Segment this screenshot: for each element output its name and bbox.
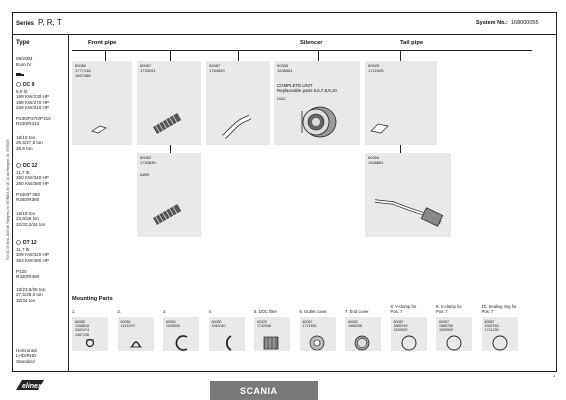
v-clamp-icon <box>391 323 427 358</box>
part-code: 60080 1421579 <box>120 320 135 329</box>
truck-icon <box>16 72 24 77</box>
dc9-specs: 8,9 ltr. 169 KW/230 HP 198 KW/270 HP 228 KW/310 HP <box>16 89 49 110</box>
mounting-label: 8. V-clamp for Pos. 7 <box>390 304 417 314</box>
sealing-ring-icon <box>482 323 518 358</box>
part-front-pipe-2[interactable] <box>137 61 201 145</box>
dt12-weights: 18/23,8/26 ton 27,5/28,5 ton 32/34 ton <box>16 287 46 303</box>
connector-drop <box>170 50 171 61</box>
part-code: 60080 1541040 <box>211 320 226 329</box>
clamp-ring-icon <box>72 323 108 358</box>
connector-drop <box>238 50 239 61</box>
sidebar-date: 09/2004 <box>16 56 33 61</box>
part-code: 60081 1545030 <box>166 320 180 329</box>
mounting-part-item[interactable] <box>72 317 108 351</box>
part-code: 60320 1742546 <box>257 320 271 329</box>
part-code: 60087 1721634 <box>302 320 317 329</box>
mounting-part-item[interactable] <box>163 317 199 351</box>
series-value: P, R, T <box>38 18 62 27</box>
dc12-models: P340/P 380 R340/R380 <box>16 192 40 203</box>
mounting-part-item[interactable] <box>254 317 290 351</box>
mounting-part-item[interactable] <box>436 317 472 351</box>
sidebar-euro: Euro IV <box>16 62 32 67</box>
v-clamp-icon <box>436 323 472 358</box>
engine-icon <box>16 240 21 245</box>
mounting-part-item[interactable] <box>482 317 518 351</box>
frame-bottom <box>12 371 557 372</box>
silencer-heading: Silencer <box>300 40 323 46</box>
outlet-cover-icon <box>300 323 336 358</box>
part-code: 60629 1722405 <box>368 63 384 73</box>
header-divider <box>12 34 557 35</box>
series-label: Series <box>16 21 35 27</box>
dc12-weights: 18/19 ton 23,8/26 ton 32/33,2/34 ton <box>16 211 46 227</box>
mounting-label: 4. <box>208 309 212 314</box>
frame-right <box>556 12 557 372</box>
part-code: 60087 1733291 <box>140 63 156 73</box>
dt12-models: P420 R420/R480 <box>16 269 40 280</box>
dc12-specs: 11,7 ltr. 250 KW/340 HP 280 KW/380 HP <box>16 170 49 186</box>
mounting-part-item[interactable] <box>300 317 336 351</box>
mounting-title: Mounting Parts <box>72 296 113 302</box>
part-front-pipe-3[interactable] <box>206 61 270 145</box>
silencer-sub: DOC <box>277 96 286 101</box>
bracket-icon <box>118 323 154 358</box>
page-number: 1 <box>553 373 556 378</box>
sidebar-footer: Horizontal LHD/RHD Standard <box>16 348 37 364</box>
awd-note: AWD <box>140 172 150 177</box>
connector-line <box>72 50 532 51</box>
dt12-specs: 11,7 ltr. 309 KW/420 HP 353 KW/480 HP <box>16 247 49 263</box>
mounting-label: 10. Sealing ring for Pos. 7 <box>481 304 517 314</box>
connector-drop <box>400 145 401 153</box>
engine-icon <box>16 163 21 168</box>
doc-filter-icon <box>254 323 290 358</box>
type-heading: Type <box>16 40 30 46</box>
part-code: 60054 1548861 <box>368 155 384 165</box>
elinex-logo <box>14 378 48 392</box>
part-code: 60087 1885749 1539902 <box>393 320 408 333</box>
mounting-label: 6. Outlet cover <box>299 309 327 314</box>
vertical-note: Für DC 09 Mod. 2009 ab Fahrgest.-Nr. 5578003, für DC 12 ab Fahrgest.-Nr. 5578003 <box>6 139 10 260</box>
engine-icon <box>16 82 21 87</box>
part-tail-pipe-1[interactable] <box>365 61 437 145</box>
flex-pipe-icon <box>149 199 187 229</box>
connector-drop <box>318 50 319 61</box>
mounting-label: 5. DOC filter <box>254 309 278 314</box>
gasket-icon <box>90 123 108 135</box>
dc9-weights: 18/19 ton 26,5/27,5 ton 28,5 ton <box>16 135 43 151</box>
clamp-icon <box>369 121 391 135</box>
part-tail-pipe-2[interactable] <box>365 153 451 237</box>
end-cover-icon <box>345 323 381 358</box>
part-code: 60087 1764849 <box>209 63 225 73</box>
dc12-label: DC 12 <box>23 163 38 169</box>
bent-pipe-icon <box>220 111 254 141</box>
part-code: 60087 1925748 1731295 <box>484 320 499 333</box>
part-code: 60087 1885750 1539909 <box>439 320 453 333</box>
part-code: 60080 1777146 1847488 <box>75 63 91 78</box>
part-code: 60082 1753839 <box>140 155 156 165</box>
mounting-label: 1. <box>72 309 76 314</box>
mounting-label: 7. End cover <box>345 309 369 314</box>
mounting-label: 2. <box>117 309 121 314</box>
mounting-label: 3. <box>163 309 167 314</box>
dc9-label: DC 9 <box>23 82 35 88</box>
system-label: System No.: <box>476 20 508 26</box>
mounting-label: 9. V-clamp for Pos. 7 <box>436 304 462 314</box>
silencer-icon <box>296 101 340 141</box>
brand-name: SCANIA <box>240 386 278 396</box>
logo-text: elinex <box>22 383 42 390</box>
flex-pipe-icon <box>149 109 187 137</box>
connector-drop <box>170 145 171 153</box>
part-code: 60339 1538561 <box>277 63 293 73</box>
frame-left <box>12 12 13 372</box>
part-front-pipe-awd[interactable] <box>137 153 201 237</box>
sidebar-divider <box>68 34 69 371</box>
mounting-part-item[interactable] <box>391 317 427 351</box>
front-pipe-heading: Front pipe <box>88 40 117 46</box>
part-code: 60082 1886256 <box>348 320 362 329</box>
part-code: 60085 1358818 3422474 1387138 <box>75 320 89 337</box>
tail-pipe-icon <box>371 189 447 233</box>
part-silencer[interactable] <box>274 61 360 145</box>
frame-top <box>12 12 557 13</box>
system-value: 168000055 <box>511 20 539 26</box>
connector-drop <box>105 50 106 61</box>
half-clamp-icon <box>209 323 245 358</box>
c-clamp-icon <box>163 323 199 358</box>
silencer-desc: COMPLETE UNIT Replaceable parts 5,6,7,8,9,10 <box>277 83 337 93</box>
mounting-part-item[interactable] <box>345 317 381 351</box>
tail-pipe-heading: Tail pipe <box>400 40 424 46</box>
dc9-models: P230/P270/P310 R230/R310 <box>16 116 51 127</box>
part-front-pipe-1[interactable] <box>72 61 132 145</box>
mounting-part-item[interactable] <box>118 317 154 351</box>
connector-drop <box>400 50 401 61</box>
mounting-part-item[interactable] <box>209 317 245 351</box>
dt12-label: DT 12 <box>23 240 37 246</box>
